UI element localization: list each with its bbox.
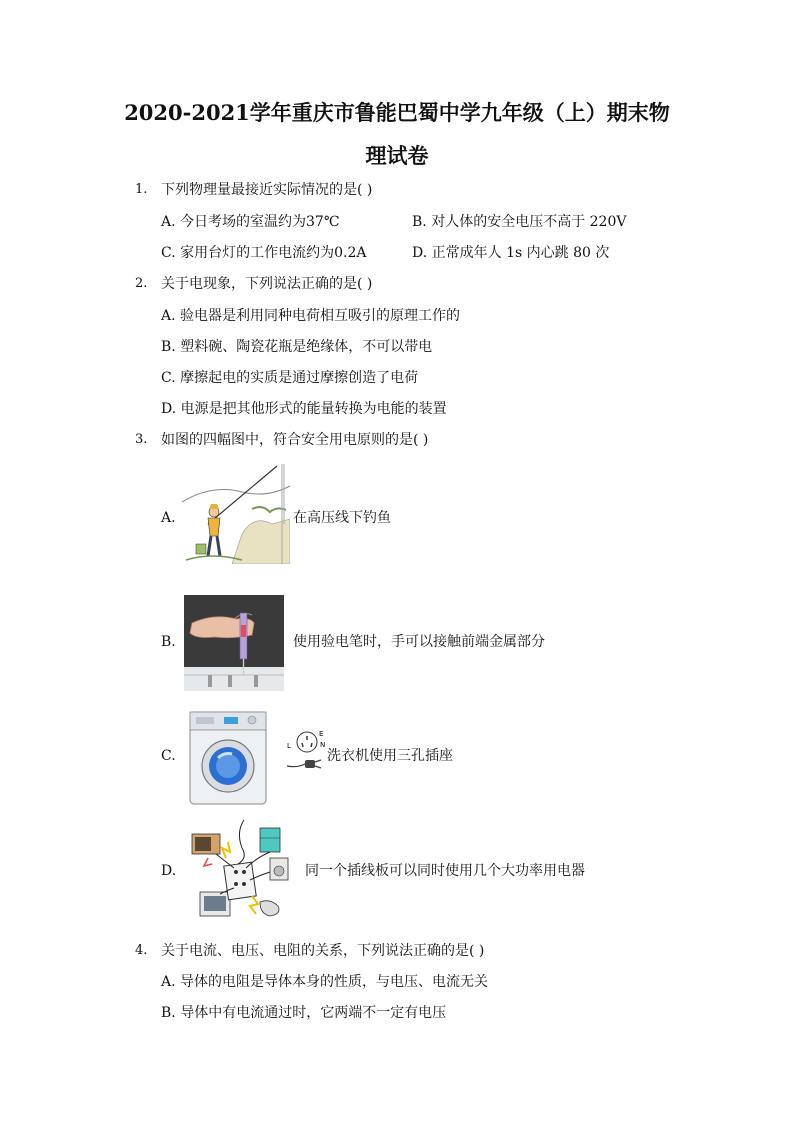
option-3d-letter: D. (161, 863, 177, 879)
question-number: 4. (135, 943, 148, 958)
socket-label-l: L (287, 742, 291, 750)
socket-label-e: E (319, 730, 324, 738)
overloaded-power-strip-image (186, 818, 304, 924)
option-2a: A. 验电器是利用同种电荷相互吸引的原理工作的 (161, 308, 461, 324)
question-number: 2. (135, 276, 148, 291)
option-2c: C. 摩擦起电的实质是通过摩擦创造了电荷 (161, 370, 419, 386)
question-text: 如图的四幅图中，符合安全用电原则的是( ) (161, 432, 429, 448)
option-3b-caption: 使用验电笔时，手可以接触前端金属部分 (293, 634, 545, 650)
test-pen-hand-image (184, 595, 284, 691)
option-3c-caption: 洗衣机使用三孔插座 (327, 748, 453, 764)
option-1a: A. 今日考场的室温约为37℃ (161, 214, 340, 230)
question-number: 1. (135, 182, 148, 197)
page-title-line-1: 2020-2021学年重庆市鲁能巴蜀中学九年级（上）期末物 (124, 100, 670, 125)
option-1b: B. 对人体的安全电压不高于 220V (412, 214, 627, 230)
option-4b: B. 导体中有电流通过时，它两端不一定有电压 (161, 1005, 447, 1021)
question-number: 3. (135, 432, 148, 447)
fishing-under-power-line-image (182, 464, 290, 564)
question-text: 下列物理量最接近实际情况的是( ) (161, 182, 373, 198)
page-title-line-2: 理试卷 (365, 143, 429, 168)
socket-label-n: N (320, 741, 326, 749)
option-3a-caption: 在高压线下钓鱼 (293, 510, 391, 526)
option-3c-letter: C. (161, 748, 176, 764)
option-2d: D. 电源是把其他形式的能量转换为电能的装置 (161, 401, 447, 417)
option-4a: A. 导体的电阻是导体本身的性质，与电压、电流无关 (161, 974, 489, 990)
option-2b: B. 塑料碗、陶瓷花瓶是绝缘体，不可以带电 (161, 339, 433, 355)
option-3a-letter: A. (161, 510, 176, 526)
option-1c: C. 家用台灯的工作电流约为0.2A (161, 245, 367, 261)
three-hole-socket-icon (287, 728, 327, 776)
option-3d-caption: 同一个插线板可以同时使用几个大功率用电器 (305, 863, 585, 879)
option-1d: D. 正常成年人 1s 内心跳 80 次 (412, 245, 610, 261)
option-3b-letter: B. (161, 634, 176, 650)
question-text: 关于电现象，下列说法正确的是( ) (161, 276, 373, 292)
question-text: 关于电流、电压、电阻的关系，下列说法正确的是( ) (161, 943, 485, 959)
